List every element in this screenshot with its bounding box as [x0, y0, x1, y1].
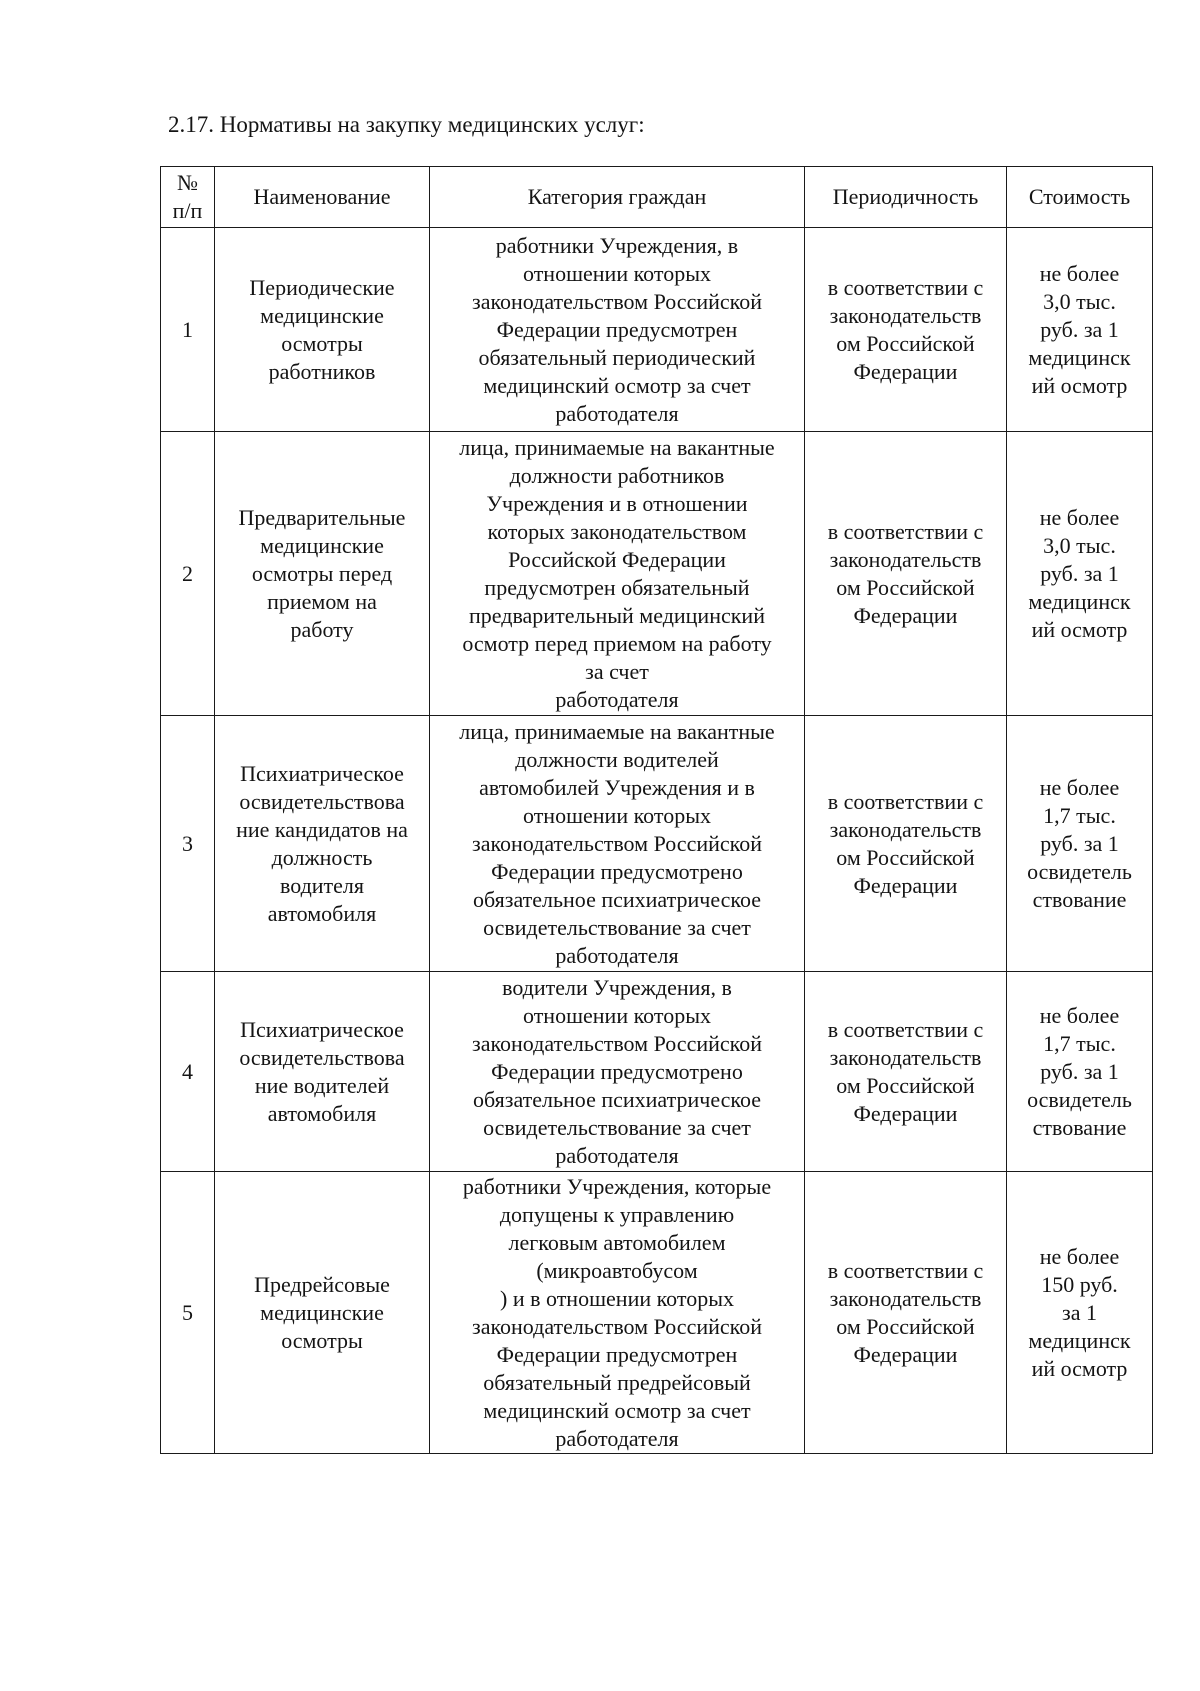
row-name: Предварительные медицинские осмотры перед приемом на работу — [215, 432, 430, 716]
row-number: 3 — [161, 716, 215, 972]
row-number: 5 — [161, 1172, 215, 1454]
row-name: Периодические медицинские осмотры работников — [215, 228, 430, 432]
row-name: Психиатрическое освидетельствова ние кандидатов на должность водителя автомобиля — [215, 716, 430, 972]
row-cost: не более 3,0 тыс. руб. за 1 медицинск ий осмотр — [1007, 228, 1153, 432]
header-periodicity: Периодичность — [805, 167, 1007, 228]
norms-table — [160, 166, 1153, 1454]
row-number: 4 — [161, 972, 215, 1172]
table-row — [161, 716, 1153, 972]
row-name: Психиатрическое освидетельствова ние водителей автомобиля — [215, 972, 430, 1172]
row-cost: не более 1,7 тыс. руб. за 1 освидетель ствование — [1007, 972, 1153, 1172]
table-row — [161, 228, 1153, 432]
row-category: лица, принимаемые на вакантные должности водителей автомобилей Учреждения и в отношении которых законодательством Российской Федерации предусмотрено обязательное психиатрическое освидетельствование за счет работодателя — [430, 716, 805, 972]
table-row — [161, 972, 1153, 1172]
row-periodicity: в соответствии с законодательств ом Российской Федерации — [805, 1172, 1007, 1454]
header-name: Наименование — [215, 167, 430, 228]
row-number: 1 — [161, 228, 215, 432]
header-cost: Стоимость — [1007, 167, 1153, 228]
row-cost: не более 150 руб. за 1 медицинск ий осмотр — [1007, 1172, 1153, 1454]
section-heading: 2.17. Нормативы на закупку медицинских услуг: — [168, 112, 645, 137]
header-number: № п/п — [161, 167, 215, 228]
row-cost: не более 3,0 тыс. руб. за 1 медицинск ий осмотр — [1007, 432, 1153, 716]
row-name: Предрейсовые медицинские осмотры — [215, 1172, 430, 1454]
row-category: работники Учреждения, в отношении которых законодательством Российской Федерации предусмотрен обязательный периодический медицинский осмотр за счет работодателя — [430, 228, 805, 432]
row-number: 2 — [161, 432, 215, 716]
table-row — [161, 1172, 1153, 1454]
header-category: Категория граждан — [430, 167, 805, 228]
row-category: работники Учреждения, которые допущены к управлению легковым автомобилем (микроавтобусом ) и в отношении которых законодательством Российской Федерации предусмотрен обязательный предрейсовый медицинский осмотр за счет работодателя — [430, 1172, 805, 1454]
row-cost: не более 1,7 тыс. руб. за 1 освидетель ствование — [1007, 716, 1153, 972]
row-periodicity: в соответствии с законодательств ом Российской Федерации — [805, 716, 1007, 972]
table-header-row — [161, 167, 1153, 228]
row-periodicity: в соответствии с законодательств ом Российской Федерации — [805, 972, 1007, 1172]
table-row — [161, 432, 1153, 716]
row-periodicity: в соответствии с законодательств ом Российской Федерации — [805, 432, 1007, 716]
row-periodicity: в соответствии с законодательств ом Российской Федерации — [805, 228, 1007, 432]
row-category: лица, принимаемые на вакантные должности работников Учреждения и в отношении которых законодательством Российской Федерации предусмотрен обязательный предварительный медицинский осмотр перед приемом на работу за счет работодателя — [430, 432, 805, 716]
row-category: водители Учреждения, в отношении которых законодательством Российской Федерации предусмотрено обязательное психиатрическое освидетельствование за счет работодателя — [430, 972, 805, 1172]
